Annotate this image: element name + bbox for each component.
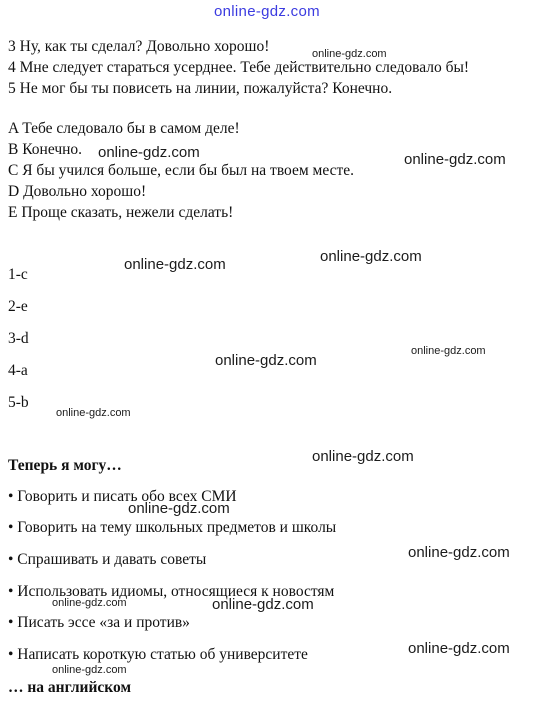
option-d: D Довольно хорошо! <box>8 183 147 200</box>
can-do-item-4: • Использовать идиомы, относящиеся к новостям <box>8 583 335 600</box>
dialogue-line-5: 5 Не мог бы ты повисеть на линии, пожалуйста? Конечно. <box>8 80 393 97</box>
watermark-large: online-gdz.com <box>212 596 314 613</box>
dialogue-line-4: 4 Мне следует стараться усерднее. Тебе действительно следовало бы! <box>8 59 470 76</box>
answer-1: 1-c <box>8 266 28 283</box>
option-c: C Я бы учился больше, если бы был на твоем месте. <box>8 162 355 179</box>
option-b: B Конечно. <box>8 141 83 158</box>
answer-3: 3-d <box>8 330 29 347</box>
watermark-large: online-gdz.com <box>404 151 506 168</box>
can-do-item-5: • Писать эссе «за и против» <box>8 614 190 631</box>
watermark-large: online-gdz.com <box>215 352 317 369</box>
watermark-small: online-gdz.com <box>52 597 127 609</box>
option-a: A Тебе следовало бы в самом деле! <box>8 120 240 137</box>
header-watermark: online-gdz.com <box>214 3 320 20</box>
watermark-small: online-gdz.com <box>52 664 127 676</box>
answer-5: 5-b <box>8 394 29 411</box>
watermark-small: online-gdz.com <box>56 407 131 419</box>
watermark-small: online-gdz.com <box>312 48 387 60</box>
can-do-item-1: • Говорить и писать обо всех СМИ <box>8 488 237 505</box>
can-do-footer: … на английском <box>8 679 132 696</box>
answer-4: 4-a <box>8 362 28 379</box>
watermark-large: online-gdz.com <box>320 248 422 265</box>
watermark-large: online-gdz.com <box>128 500 230 517</box>
watermark-large: online-gdz.com <box>124 256 226 273</box>
watermark-large: online-gdz.com <box>312 448 414 465</box>
watermark-large: online-gdz.com <box>408 640 510 657</box>
watermark-large: online-gdz.com <box>98 144 200 161</box>
watermark-large: online-gdz.com <box>408 544 510 561</box>
option-e: E Проще сказать, нежели сделать! <box>8 204 234 221</box>
answer-2: 2-e <box>8 298 28 315</box>
can-do-item-6: • Написать короткую статью об университете <box>8 646 308 663</box>
dialogue-line-3: 3 Ну, как ты сделал? Довольно хорошо! <box>8 38 270 55</box>
can-do-item-3: • Спрашивать и давать советы <box>8 551 207 568</box>
watermark-small: online-gdz.com <box>411 345 486 357</box>
can-do-item-2: • Говорить на тему школьных предметов и школы <box>8 519 337 536</box>
can-do-title: Теперь я могу… <box>8 457 122 474</box>
